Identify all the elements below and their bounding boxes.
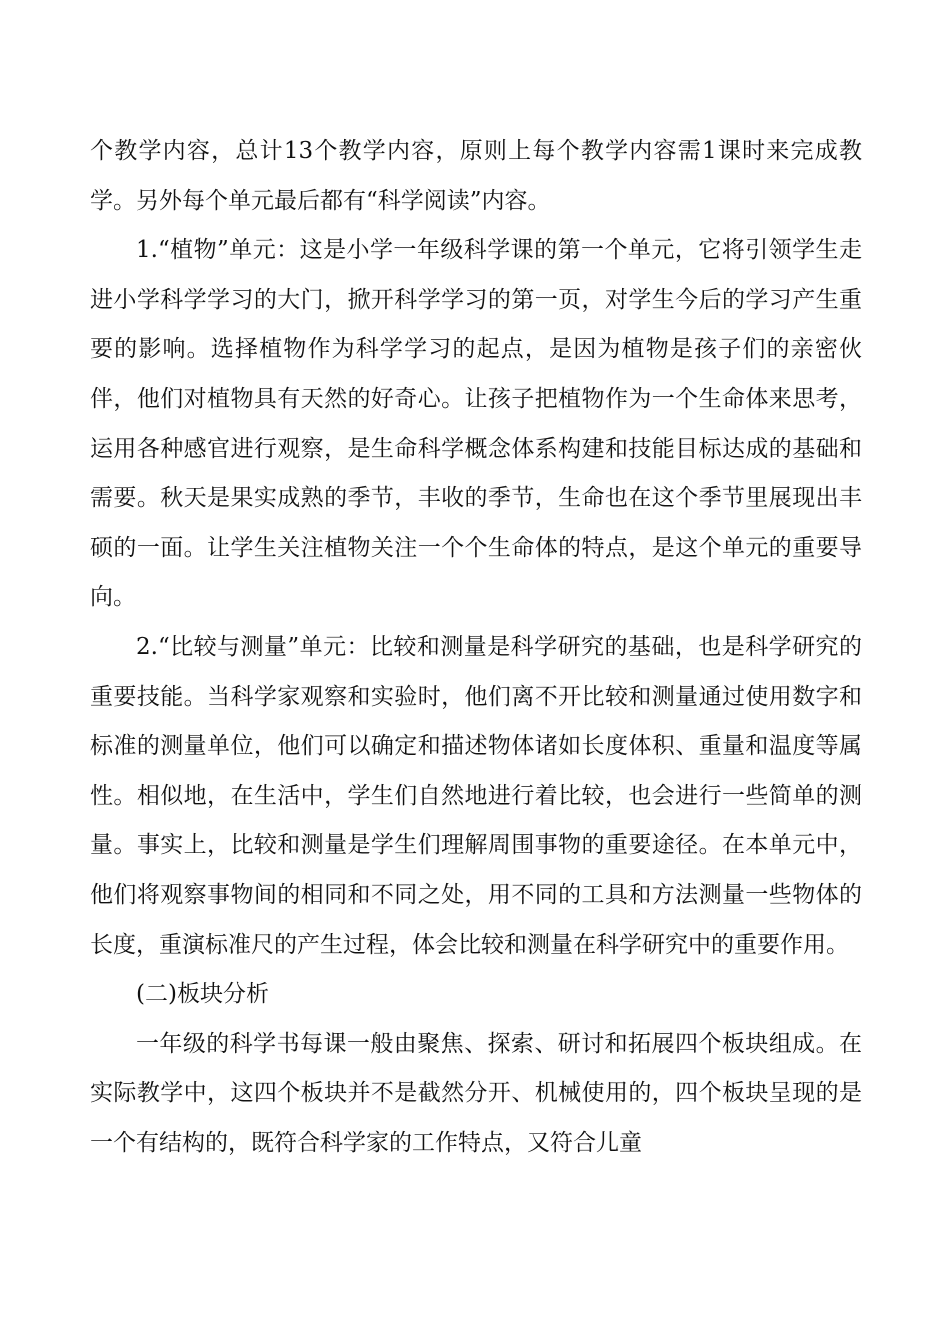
section-heading-module-analysis: (二)板块分析 (136, 981, 269, 1008)
paragraph-plant-unit: 1.“植物”单元：这是小学一年级科学课的第一个单元，它将引领学生走进小学科学学习的大门，掀开科学学习的第一页，对学生今后的学习产生重要的影响。选择植物作为科学学习的起点，是因为植物是孩子们的亲密伙伴，他们对植物具有天然的好奇心。让孩子把植物作为一个生命体来思考，运用各种感官进行观察，是生命科学概念体系构建和技能目标达成的基础和需要。秋天是果实成熟的季节，丰收的季节，生命也在这个季节里展现出丰硕的一面。让学生关注植物关注一个个生命体的特点，是这个单元的重要导向。 (90, 237, 862, 611)
paragraph-compare-measure-unit: 2.“比较与测量”单元：比较和测量是科学研究的基础，也是科学研究的重要技能。当科学家观察和实验时，他们离不开比较和测量通过使用数字和标准的测量单位，他们可以确定和描述物体诸如长度体积、重量和温度等属性。相似地，在生活中，学生们自然地进行着比较，也会进行一些简单的测量。事实上，比较和测量是学生们理解周围事物的重要途径。在本单元中，他们将观察事物间的相同和不同之处，用不同的工具和方法测量一些物体的长度，重演标准尺的产生过程，体会比较和测量在科学研究中的重要作用。 (90, 633, 862, 958)
document-body (90, 127, 862, 1168)
paragraph-module-analysis: 一年级的科学书每课一般由聚焦、探索、研讨和拓展四个板块组成。在实际教学中，这四个板块并不是截然分开、机械使用的，四个板块呈现的是一个有结构的，既符合科学家的工作特点，又符合儿童 (90, 1030, 862, 1156)
paragraph-continuation: 个教学内容，总计13个教学内容，原则上每个教学内容需1课时来完成教学。另外每个单元最后都有“科学阅读”内容。 (90, 138, 862, 214)
